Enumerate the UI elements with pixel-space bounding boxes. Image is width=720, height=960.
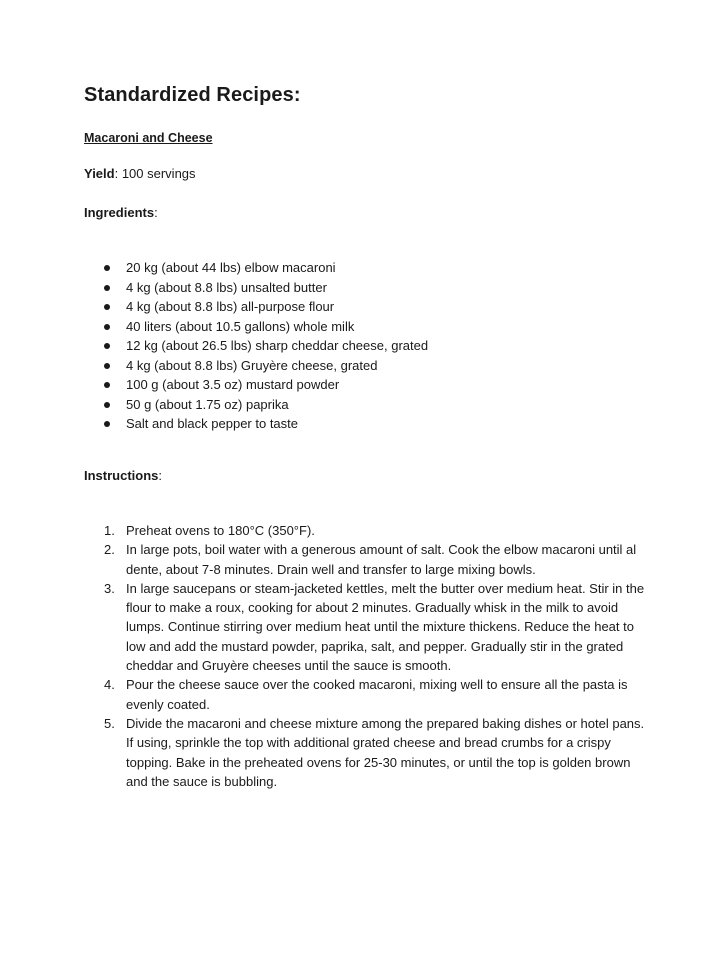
- instruction-step: [104, 540, 646, 579]
- bullet-icon: [104, 324, 110, 330]
- instructions-list: [84, 521, 646, 791]
- ingredients-list: [84, 258, 686, 434]
- ingredient-item: [126, 336, 686, 356]
- bullet-icon: [104, 363, 110, 369]
- instruction-step: [104, 675, 646, 714]
- ingredient-text: Salt and black pepper to taste: [126, 416, 299, 431]
- ingredient-text: 20 kg (about 44 lbs) elbow macaroni: [126, 260, 336, 275]
- instructions-colon: :: [158, 468, 163, 483]
- step-text: Divide the macaroni and cheese mixture among the prepared baking dishes or hotel pans. If using, sprinkle the top with additional grated cheese and bread crumbs for a crispy topping. Bake in the preheated ovens for 25-30 minutes, or until the top is golden brown and the sauce is bubbling.: [126, 715, 645, 789]
- bullet-icon: [104, 265, 110, 271]
- step-number: 2.: [104, 542, 115, 558]
- bullet-icon: [104, 421, 110, 427]
- yield-line: [84, 166, 196, 181]
- step-text: Pour the cheese sauce over the cooked macaroni, mixing well to ensure all the pasta is evenly coated.: [126, 677, 628, 712]
- step-text: Preheat ovens to 180°C (350°F).: [126, 523, 315, 538]
- instruction-step: [104, 521, 646, 540]
- yield-label: Yield: [84, 166, 115, 181]
- ingredient-text: 50 g (about 1.75 oz) paprika: [126, 396, 289, 412]
- ingredient-text: 40 liters (about 10.5 gallons) whole milk: [126, 318, 355, 334]
- step-number: 5.: [104, 715, 115, 731]
- bullet-icon: [104, 343, 110, 349]
- bullet-icon: [104, 402, 110, 408]
- ingredient-text: 4 kg (about 8.8 lbs) Gruyère cheese, grated: [126, 357, 378, 373]
- ingredient-item: [126, 395, 686, 415]
- instruction-step: [104, 579, 646, 675]
- ingredient-item: [126, 414, 686, 434]
- step-number: 3.: [104, 580, 115, 596]
- step-text: In large saucepans or steam-jacketed kettles, melt the butter over medium heat. Stir in the flour to make a roux, cooking for about 2 minutes. Gradually whisk in the milk to avoid lumps. Continue stirring over medium heat until the mixture thickens. Reduce the heat to low and add the mustard powder, paprika, salt, and pepper. Gradually stir in the grated cheddar and Gruyère cheeses until the sauce is smooth.: [126, 580, 645, 674]
- ingredient-item: [126, 297, 686, 317]
- step-number: 1.: [104, 523, 115, 538]
- ingredient-item: [126, 375, 686, 395]
- step-number: 4.: [104, 677, 115, 693]
- ingredient-item: [126, 258, 686, 278]
- instruction-step: [104, 714, 646, 791]
- ingredient-item: [126, 278, 686, 298]
- bullet-icon: [104, 382, 110, 388]
- ingredient-text: 4 kg (about 8.8 lbs) all-purpose flour: [126, 299, 335, 314]
- ingredient-text: 100 g (about 3.5 oz) mustard powder: [126, 377, 340, 392]
- ingredient-text: 12 kg (about 26.5 lbs) sharp cheddar cheese, grated: [126, 338, 429, 353]
- bullet-icon: [104, 304, 110, 310]
- instructions-heading: [84, 468, 162, 483]
- bullet-icon: [104, 285, 110, 291]
- step-text: In large pots, boil water with a generous amount of salt. Cook the elbow macaroni until al dente, about 7-8 minutes. Drain well and transfer to large mixing bowls.: [126, 542, 637, 577]
- page-title: Standardized Recipes:: [84, 84, 301, 106]
- ingredient-item: [126, 356, 686, 376]
- ingredient-text: 4 kg (about 8.8 lbs) unsalted butter: [126, 279, 327, 295]
- recipe-name: Macaroni and Cheese: [84, 131, 213, 145]
- ingredients-heading: [84, 205, 158, 220]
- ingredients-colon: :: [154, 205, 158, 220]
- yield-value: : 100 servings: [114, 166, 196, 181]
- instructions-label: Instructions: [84, 468, 159, 483]
- ingredients-label: Ingredients: [84, 205, 155, 220]
- ingredient-item: [126, 317, 686, 337]
